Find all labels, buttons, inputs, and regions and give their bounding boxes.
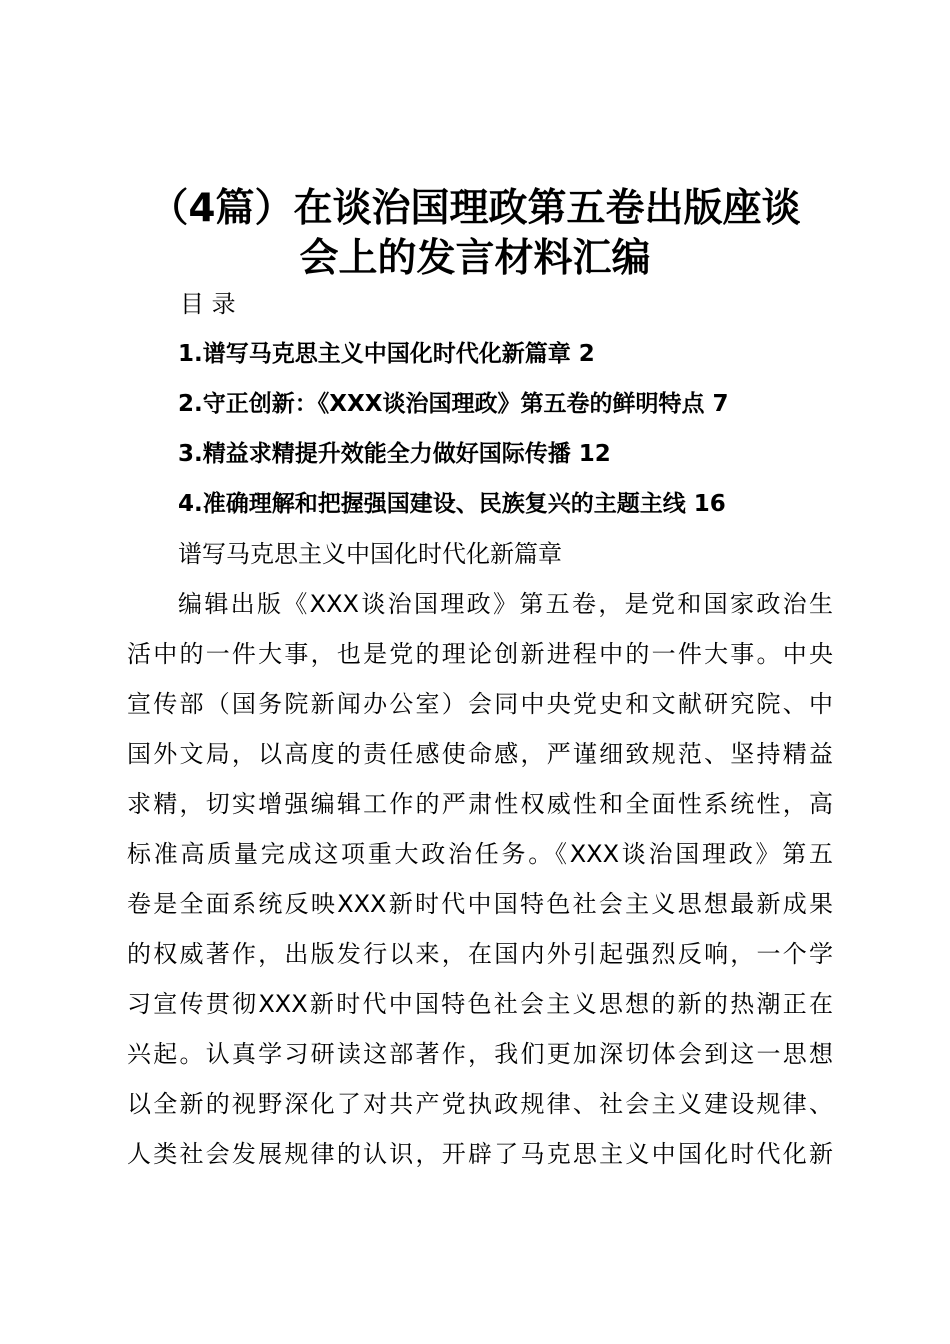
toc-item-1: 1.谱写马克思主义中国化时代化新篇章 2 (178, 341, 595, 367)
body-line: 人类社会发展规律的认识，开辟了马克思主义中国化时代化新 (127, 1140, 833, 1168)
section-heading: 谱写马克思主义中国化时代化新篇章 (178, 540, 562, 568)
body-line: 国外文局，以高度的责任感使命感，严谨细致规范、坚持精益 (127, 740, 833, 768)
body-line: 习宣传贯彻XXX新时代中国特色社会主义思想的新的热潮正在 (127, 990, 833, 1018)
toc-item-4: 4.准确理解和把握强国建设、民族复兴的主题主线 16 (178, 491, 726, 517)
body-line: 求精，切实增强编辑工作的严肃性权威性和全面性系统性，高 (127, 790, 833, 818)
body-line: 标准高质量完成这项重大政治任务。《XXX谈治国理政》第五 (127, 840, 833, 868)
body-line: 以全新的视野深化了对共产党执政规律、社会主义建设规律、 (127, 1090, 833, 1118)
body-line: 活中的一件大事，也是党的理论创新进程中的一件大事。中央 (127, 640, 833, 668)
toc-item-3: 3.精益求精提升效能全力做好国际传播 12 (178, 441, 611, 467)
body-line: 宣传部（国务院新闻办公室）会同中央党史和文献研究院、中 (127, 690, 833, 718)
body-line: 卷是全面系统反映XXX新时代中国特色社会主义思想最新成果 (127, 890, 833, 918)
document-title-line-1: （4篇）在谈治国理政第五卷出版座谈 (149, 186, 801, 231)
toc-heading: 目 录 (180, 290, 236, 318)
body-line: 编辑出版《XXX谈治国理政》第五卷，是党和国家政治生 (178, 590, 833, 618)
body-line: 的权威著作，出版发行以来，在国内外引起强烈反响，一个学 (127, 940, 833, 968)
body-line: 兴起。认真学习研读这部著作，我们更加深切体会到这一思想 (127, 1040, 833, 1068)
document-title-line-2: 会上的发言材料汇编 (299, 236, 651, 281)
toc-item-2: 2.守正创新：《XXX谈治国理政》第五卷的鲜明特点 7 (178, 391, 729, 417)
